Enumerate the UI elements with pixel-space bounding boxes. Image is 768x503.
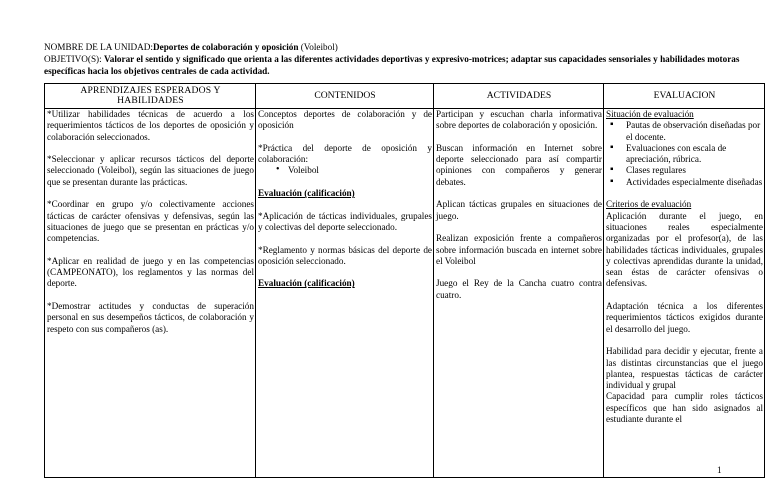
criterio-item: Adaptación técnica a los diferentes requerimientos tácticos exigidos durante el desarrollo del juego. (606, 301, 763, 334)
list-item: • Voleibol (258, 165, 432, 176)
planning-table (44, 83, 765, 478)
contenido-reglamento: *Reglamento y normas básicas del deporte de oposición seleccionado. (258, 244, 432, 266)
page-number: 1 (717, 465, 722, 475)
contenido-practica: *Práctica del deporte de oposición y colaboración: (258, 142, 432, 165)
objective-label: OBJETIVO(S): (44, 54, 102, 64)
objective-text: Valorar el sentido y significado que orienta a las diferentes actividades deportivas y expresivo-motrices; adaptar sus capacidades sensoriales y habilidades motoras específicas hacia los objetivos centrales de cada actividad. (44, 54, 740, 76)
aprendizaje-item: *Aplicar en realidad de juego y en las competencias (CAMPEONATO), los reglamentos y las normas del deporte. (47, 255, 254, 289)
actividad-item: Juego el Rey de la Cancha cuatro contra cuatro. (436, 278, 602, 300)
contenido-sublist (258, 165, 432, 176)
actividad-item: Realizan exposición frente a compañeros sobre información buscada en internet sobre el Voleibol (436, 233, 602, 266)
situacion-title: Situación de evaluación (606, 109, 694, 119)
objective-line (44, 53, 744, 77)
list-item: ▪ Pautas de observación diseñadas por el docente. (606, 120, 763, 143)
col-header-evaluacion: EVALUACION (604, 84, 765, 109)
criterios-title: Criterios de evaluación (606, 199, 692, 210)
evaluacion-calificacion-1: Evaluación (calificación) (258, 188, 355, 199)
actividad-item: Aplican tácticas grupales en situaciones de juego. (436, 199, 602, 221)
list-item: ▪ Clases regulares (606, 165, 763, 176)
criterio-item: Capacidad para cumplir roles tácticos específicos que han sido asignados al estudiante durante el (606, 391, 763, 425)
unit-name-line (44, 41, 744, 53)
contenido-conceptos: Conceptos deportes de colaboración y de oposición (258, 109, 432, 131)
aprendizaje-item: *Utilizar habilidades técnicas de acuerdo a los requerimientos tácticos de los deportes de oposición y colaboración seleccionados. (47, 109, 254, 142)
list-item: ▪ Evaluaciones con escala de apreciación, rúbrica. (606, 143, 763, 166)
actividad-item: Buscan información en Internet sobre deporte seleccionado para así compartir opiniones con compañeros y generar debates. (436, 142, 602, 187)
actividad-item: Participan y escuchan charla informativa sobre deportes de colaboración y oposición. (436, 109, 602, 131)
table-body-row (45, 109, 765, 478)
unit-label: NOMBRE DE LA UNIDAD: (44, 42, 153, 52)
table-header-row (45, 84, 765, 109)
aprendizaje-item: *Demostrar actitudes y conductas de superación personal en sus desempeños tácticos, de colaboración y respeto con sus compañeros (as). (47, 301, 254, 334)
criterio-item: Habilidad para decidir y ejecutar, frente a las distintas circunstancias que el juego plantea, respuestas tácticas de carácter individual y grupal (606, 346, 763, 391)
aprendizaje-item: *Seleccionar y aplicar recursos tácticos del deporte seleccionado (Voleibol), según las situaciones de juego que se presentan durante las prácticas. (47, 154, 254, 187)
col-header-aprendizajes: APRENDIZAJES ESPERADOS Y HABILIDADES (45, 84, 256, 109)
col-header-actividades: ACTIVIDADES (434, 84, 604, 109)
criterio-item: Aplicación durante el juego, en situaciones reales especialmente organizadas por el profesor(a), de las habilidades tácticas individuales, grupales y colectivas aprendidas durante la unidad, sean éstas de carácter ofensivas o defensivas. (606, 210, 763, 289)
cell-contenidos (256, 109, 434, 478)
cell-evaluacion (604, 109, 765, 478)
list-item: ▪ Actividades especialmente diseñadas (606, 177, 763, 188)
col-header-contenidos: CONTENIDOS (256, 84, 434, 109)
contenido-aplicacion: *Aplicación de tácticas individuales, grupales y colectivas del deporte seleccionado. (258, 210, 432, 232)
unit-sport: (Voleibol) (300, 42, 338, 52)
situacion-list (606, 120, 763, 188)
cell-actividades (434, 109, 604, 478)
unit-name: Deportes de colaboración y oposición (152, 42, 299, 52)
cell-aprendizajes (45, 109, 256, 478)
aprendizaje-item: *Coordinar en grupo y/o colectivamente acciones tácticas de carácter ofensivas y defensivas, según las situaciones de juego que se presentan en prácticas y/o competencias. (47, 199, 254, 244)
evaluacion-calificacion-2: Evaluación (calificación) (258, 278, 355, 289)
